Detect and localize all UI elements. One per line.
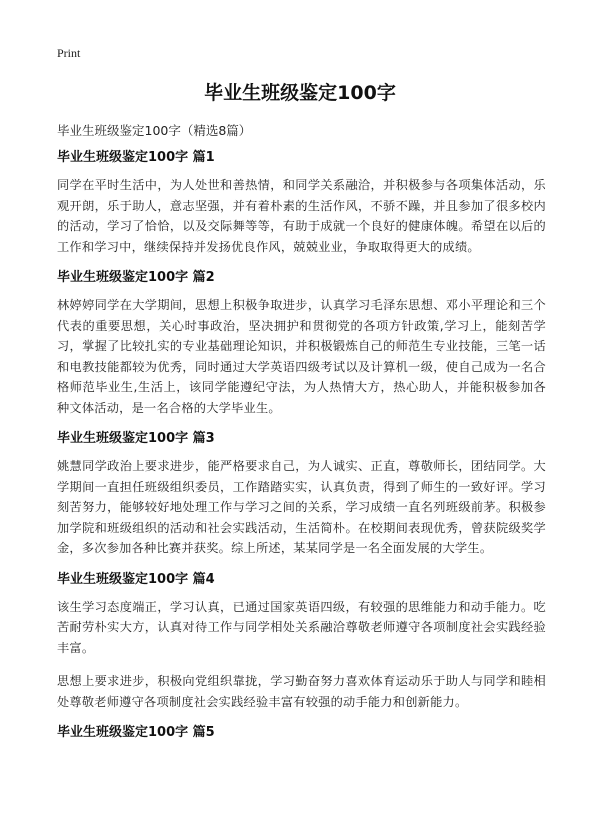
section-3 — [57, 431, 546, 559]
section-2 — [57, 270, 546, 418]
section-paragraph: 林婷婷同学在大学期间，思想上积极争取进步，认真学习毛泽东思想、邓小平理论和三个代表的重要思想，关心时事政治，坚决拥护和贯彻党的各项方针政策,学习上，能刻苦学习，掌握了比较扎实的专业基础理论知识，并积极锻炼自己的师范生专业技能，三笔一话和电教技能都较为优秀，同时通过大学英语四级考试以及计算机一级，使自己成为一名合格师范毕业生,生活上，该同学能遵纪守法，为人热情大方，热心助人，并能积极参加各种文体活动，是一名合格的大学毕业生。 — [57, 298, 546, 415]
section-heading: 毕业生班级鉴定100字 篇2 — [57, 270, 215, 285]
section-heading: 毕业生班级鉴定100字 篇3 — [57, 431, 215, 446]
document-body — [57, 150, 546, 750]
section-heading: 毕业生班级鉴定100字 篇1 — [57, 150, 215, 165]
page-title: 毕业生班级鉴定100字 — [204, 82, 396, 104]
section-heading: 毕业生班级鉴定100字 篇4 — [57, 571, 215, 587]
section-paragraph: 姚慧同学政治上要求进步，能严格要求自己，为人诚实、正直，尊敬师长，团结同学。大学期间一直担任班级组织委员，工作踏踏实实，认真负责，得到了师生的一致好评。学习刻苦努力，能够较好地处理工作与学习之间的关系，学习成绩一直名列班级前茅。积极参加学院和班级组织的活动和社会实践活动，生活简朴。在校期间表现优秀，曾获院级奖学金，多次参加各种比赛并获奖。综上所述，某某同学是一名全面发展的大学生。 — [57, 459, 546, 555]
print-label[interactable]: Print — [57, 46, 81, 60]
section-paragraph: 该生学习态度端正，学习认真，已通过国家英语四级，有较强的思维能力和动手能力。吃苦耐劳朴实大方，认真对待工作与同学相处关系融洽尊敬老师遵守各项制度社会实践经验丰富。 — [57, 599, 546, 655]
document-subtitle: 毕业生班级鉴定100字（精选8篇） — [57, 123, 252, 138]
section-4 — [57, 572, 546, 713]
section-5 — [57, 725, 546, 741]
section-1 — [57, 150, 546, 257]
section-paragraph: 同学在平时生活中，为人处世和善热情，和同学关系融洽，并积极参与各项集体活动，乐观开朗，乐于助人，意志坚强，并有着朴素的生活作风，不骄不躁，并且参加了很多校内的活动，学习了恰恰，以及交际舞等等，有助于成就一个良好的健康体魄。希望在以后的工作和学习中，继续保持并发扬优良作风，兢兢业业，争取取得更大的成绩。 — [57, 178, 546, 254]
section-heading: 毕业生班级鉴定100字 篇5 — [57, 725, 215, 740]
section-paragraph: 思想上要求进步，积极向党组织靠拢，学习勤奋努力喜欢体育运动乐于助人与同学和睦相处尊敬老师遵守各项制度社会实践经验丰富有较强的动手能力和创新能力。 — [57, 674, 546, 709]
